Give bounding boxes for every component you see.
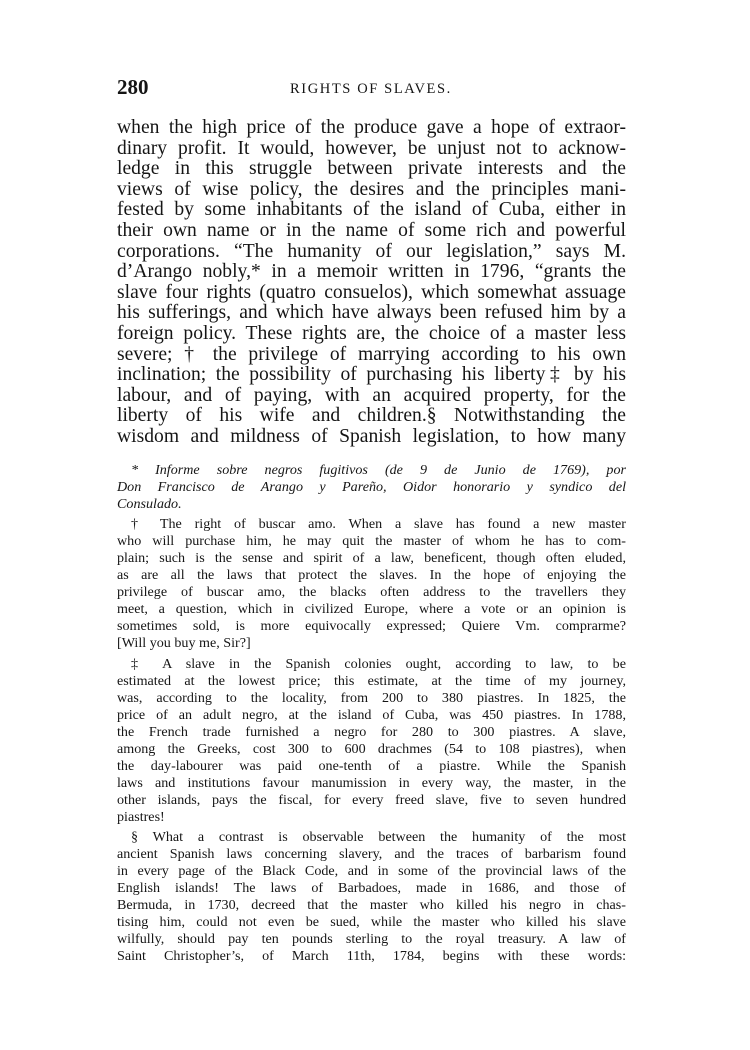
- footnote-line: piastres!: [117, 808, 165, 825]
- footnote-line: Don Francisco de Arango y Pareño, Oidor honorario y syndico del: [117, 479, 626, 496]
- footnote-line: as are all the laws that protect the slaves. In the hope of enjoying the: [117, 567, 626, 584]
- footnote-section: [117, 829, 626, 965]
- text-line: liberty of his wife and children.§ Notwithstanding the: [117, 405, 626, 427]
- footnote-line: laws and institutions favour manumission in every way, the master, in the: [117, 774, 626, 791]
- text-line: when the high price of the produce gave a hope of extraor-: [117, 117, 626, 138]
- text-line: labour, and of paying, with an acquired property, for the: [117, 384, 626, 406]
- footnote-line: Saint Christopher’s, of March 11th, 1784, begins with these words:: [117, 948, 626, 965]
- footnote-line: Consulado.: [117, 496, 182, 513]
- footnote-line: in every page of the Black Code, and in some of the provincial laws of the: [117, 863, 626, 880]
- page-number: 280: [117, 75, 149, 99]
- footnote-line: price of an adult negro, at the island of Cuba, was 450 piastres. In 1788,: [117, 706, 626, 723]
- text-line: corporations. “The humanity of our legislation,” says M.: [117, 240, 626, 262]
- main-text: [117, 118, 626, 448]
- footnote-line: [Will you buy me, Sir?]: [117, 635, 251, 652]
- text-line: inclination; the possibility of purchasing his liberty‡ by his: [117, 364, 626, 386]
- footnote-line: the day-labourer was paid one-tenth of a piastre. While the Spanish: [117, 757, 626, 774]
- footnote-line: plain; such is the sense and spirit of a law, beneficent, though often eluded,: [117, 550, 626, 567]
- footnote-line: ‡ A slave in the Spanish colonies ought, according to law, to be: [131, 655, 626, 672]
- footnote-line: * Informe sobre negros fugitivos (de 9 de Junio de 1769), por: [131, 462, 626, 478]
- footnote-line: § What a contrast is observable between the humanity of the most: [131, 828, 626, 845]
- footnote-line: other islands, pays the fiscal, for every freed slave, five to seven hundred: [117, 791, 626, 808]
- text-line: his sufferings, and which have always been refused him by a: [117, 302, 626, 324]
- text-line: foreign policy. These rights are, the choice of a master less: [117, 322, 626, 344]
- running-title: RIGHTS OF SLAVES.: [290, 81, 452, 97]
- footnote-line: ancient Spanish laws concerning slavery, and the traces of barbarism found: [117, 846, 626, 863]
- text-line: dinary profit. It would, however, be unjust not to acknow-: [117, 137, 626, 159]
- text-line: ledge in this struggle between private interests and the: [117, 158, 626, 180]
- footnotes: [117, 462, 626, 968]
- footnote-line: Bermuda, in 1730, decreed that the master who killed his negro in chas-: [117, 897, 626, 914]
- text-line: their own name or in the name of some rich and powerful: [117, 219, 626, 241]
- footnote-line: estimated at the lowest price; this estimate, at the time of my journey,: [117, 672, 626, 689]
- text-line: d’Arango nobly,* in a memoir written in 1796, “grants the: [117, 261, 626, 283]
- footnote-line: meet, a question, which in civilized Europe, where a vote or an opinion is: [117, 601, 626, 618]
- footnote-line: was, according to the locality, from 200 to 380 piastres. In 1825, the: [117, 689, 626, 706]
- text-line: wisdom and mildness of Spanish legislation, to how many: [117, 425, 626, 447]
- footnote-line: who will purchase him, he may quit the master of whom he has to com-: [117, 533, 626, 550]
- footnote-line: wilfully, should pay ten pounds sterling to the royal treasury. A law of: [117, 931, 626, 948]
- text-line: severe; † the privilege of marrying according to his own: [117, 343, 626, 365]
- footnote-dagger: [117, 516, 626, 652]
- footnote-line: sometimes sold, is more equivocally expressed; Quiere Vm. comprarme?: [117, 618, 626, 635]
- text-line: slave four rights (quatro consuelos), which somewhat assuage: [117, 281, 626, 303]
- text-line: fested by some inhabitants of the island of Cuba, either in: [117, 199, 626, 221]
- footnote-line: English islands! The laws of Barbadoes, made in 1686, and those of: [117, 880, 626, 897]
- footnote-asterisk: [117, 462, 626, 513]
- footnote-double-dagger: [117, 656, 626, 826]
- footnote-line: the French trade furnished a negro for 280 to 300 piastres. A slave,: [117, 723, 626, 740]
- footnote-line: tising him, could not even be sued, while the master who killed his slave: [117, 914, 626, 931]
- footnote-line: privilege of buscar amo, the blacks often address to the travellers they: [117, 584, 626, 601]
- footnote-line: † The right of buscar amo. When a slave has found a new master: [131, 516, 626, 533]
- text-line: views of wise policy, the desires and the principles mani-: [117, 178, 626, 200]
- footnote-line: among the Greeks, cost 300 to 600 drachmes (54 to 108 piastres), when: [117, 740, 626, 757]
